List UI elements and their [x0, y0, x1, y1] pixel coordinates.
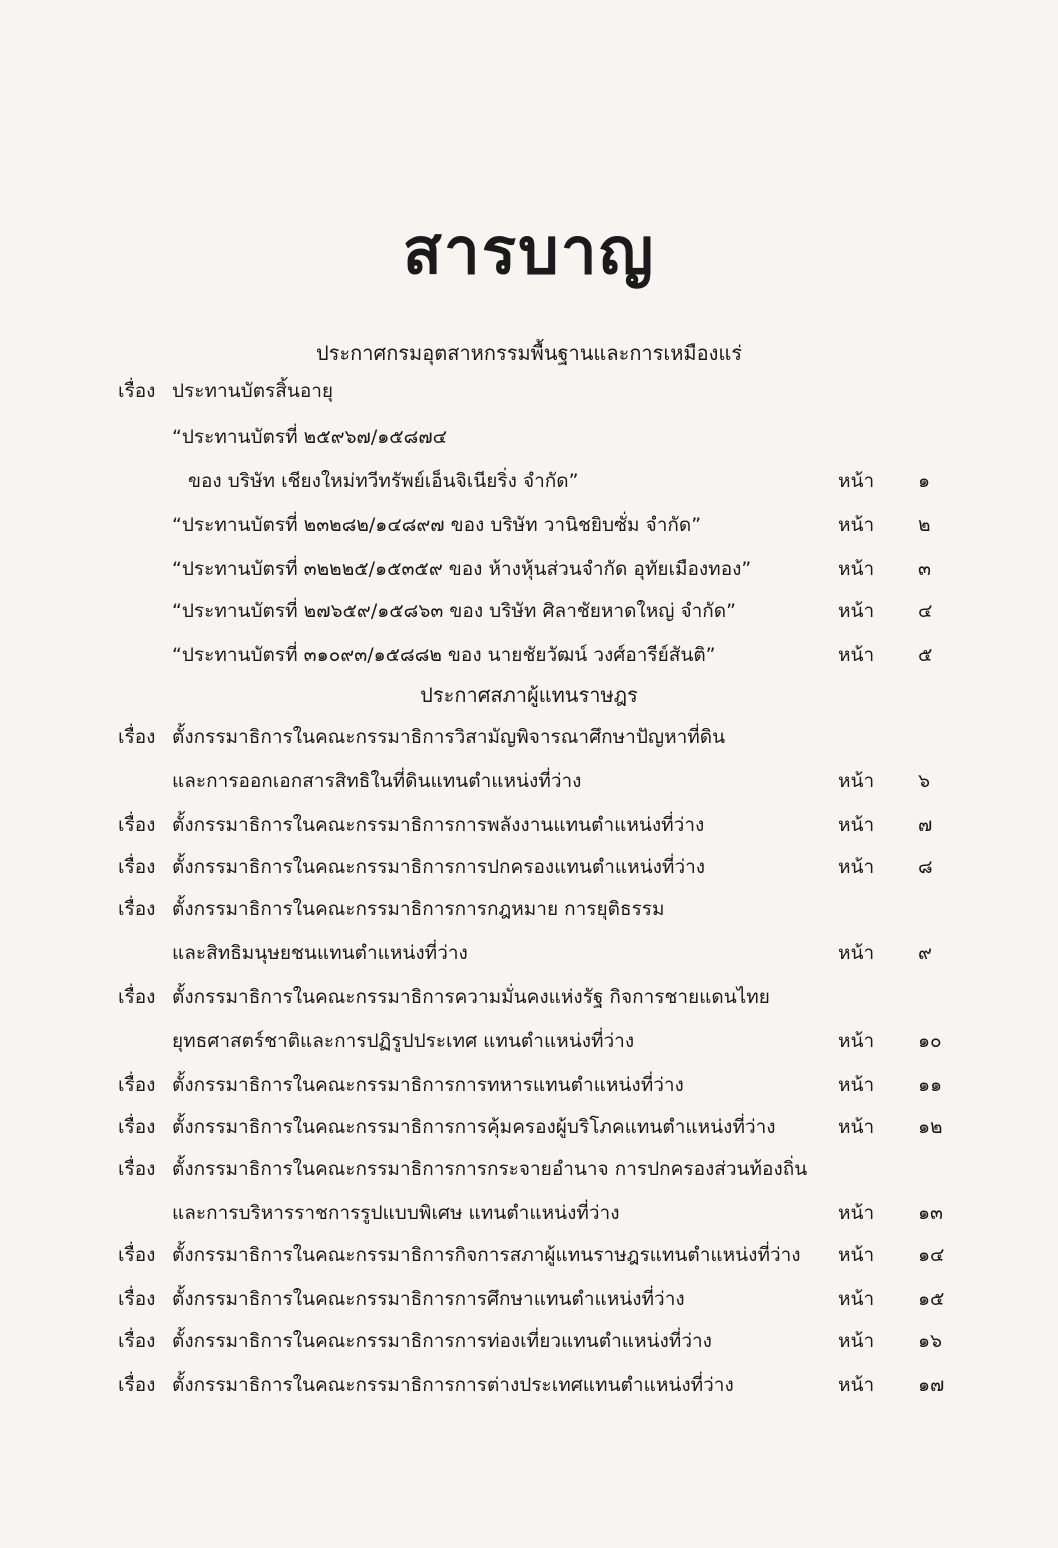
- page-number[interactable]: ๖: [918, 770, 931, 792]
- toc-item-continuation: [0, 764, 1058, 798]
- item-text: “ประทานบัตรที่ ๓๑๐๙๓/๑๕๘๘๒ ของ นายชัยวัฒน์ วงศ์อารีย์สันติ”: [172, 644, 716, 666]
- toc-item-continuation: [0, 936, 1058, 970]
- page-number[interactable]: ๘: [918, 856, 933, 878]
- entry-label: เรื่อง: [118, 1158, 156, 1180]
- page-number[interactable]: ๗: [918, 814, 933, 836]
- page-label: หน้า: [838, 1330, 875, 1352]
- page-label: หน้า: [838, 770, 875, 792]
- page-label: หน้า: [838, 856, 875, 878]
- page-label: หน้า: [838, 942, 875, 964]
- page-number[interactable]: ๑๗: [918, 1374, 945, 1396]
- toc-item: [0, 638, 1058, 672]
- item-text: ตั้งกรรมาธิการในคณะกรรมาธิการการศึกษาแทนตำแหน่งที่ว่าง: [172, 1288, 685, 1310]
- entry-label: เรื่อง: [118, 1116, 156, 1138]
- entry-label: เรื่อง: [118, 1288, 156, 1310]
- page-label: หน้า: [838, 1374, 875, 1396]
- toc-item: [0, 1152, 1058, 1186]
- entry-label: เรื่อง: [118, 1074, 156, 1096]
- toc-item-continuation: [0, 464, 1058, 498]
- entry-label: เรื่อง: [118, 814, 156, 836]
- page-number[interactable]: ๔: [918, 600, 933, 622]
- page-number[interactable]: ๑๐: [918, 1030, 942, 1052]
- toc-item-continuation: [0, 1024, 1058, 1058]
- page-number[interactable]: ๑๖: [918, 1330, 943, 1352]
- item-text: และการออกเอกสารสิทธิในที่ดินแทนตำแหน่งที่ว่าง: [172, 770, 582, 792]
- toc-item: [0, 1368, 1058, 1402]
- subject-text: ประทานบัตรสิ้นอายุ: [172, 380, 334, 402]
- page-label: หน้า: [838, 558, 875, 580]
- page-title: สารบาญ: [402, 215, 656, 289]
- item-text: “ประทานบัตรที่ ๒๗๖๕๙/๑๕๘๖๓ ของ บริษัท ศิลาชัยหาดใหญ่ จำกัด”: [172, 600, 736, 622]
- item-text: ยุทธศาสตร์ชาติและการปฏิรูปประเทศ แทนตำแหน่งที่ว่าง: [172, 1030, 635, 1052]
- page-label: หน้า: [838, 470, 875, 492]
- toc-item: [0, 1110, 1058, 1144]
- page-label: หน้า: [838, 514, 875, 536]
- page-label: หน้า: [838, 1244, 875, 1266]
- item-text: ตั้งกรรมาธิการในคณะกรรมาธิการการปกครองแทนตำแหน่งที่ว่าง: [172, 856, 706, 878]
- toc-item: [0, 1282, 1058, 1316]
- item-text: “ประทานบัตรที่ ๒๕๙๖๗/๑๕๘๗๔: [172, 426, 447, 448]
- item-text: “ประทานบัตรที่ ๒๓๒๘๒/๑๔๘๙๗ ของ บริษัท วานิชยิบซั่ม จำกัด”: [172, 514, 702, 536]
- entry-label: เรื่อง: [118, 1330, 156, 1352]
- toc-item: [0, 1238, 1058, 1272]
- page-label: หน้า: [838, 644, 875, 666]
- toc-item: [0, 1068, 1058, 1102]
- page-label: หน้า: [838, 814, 875, 836]
- item-text: ตั้งกรรมาธิการในคณะกรรมาธิการการทหารแทนตำแหน่งที่ว่าง: [172, 1074, 684, 1096]
- section-heading: ประกาศสภาผู้แทนราษฎร: [420, 683, 638, 707]
- item-text: ตั้งกรรมาธิการในคณะกรรมาธิการการกฎหมาย การยุติธรรม: [172, 898, 665, 920]
- item-text: “ประทานบัตรที่ ๓๒๒๒๕/๑๕๓๕๙ ของ ห้างหุ้นส่วนจำกัด อุทัยเมืองทอง”: [172, 558, 752, 580]
- page-number[interactable]: ๒: [918, 514, 931, 536]
- page-label: หน้า: [838, 1202, 875, 1224]
- item-text: ตั้งกรรมาธิการในคณะกรรมาธิการกิจการสภาผู้แทนราษฎรแทนตำแหน่งที่ว่าง: [172, 1244, 801, 1266]
- item-text: และการบริหารราชการรูปแบบพิเศษ แทนตำแหน่งที่ว่าง: [172, 1202, 620, 1224]
- page-label: หน้า: [838, 1074, 875, 1096]
- page-number[interactable]: ๓: [918, 558, 931, 580]
- item-text: ตั้งกรรมาธิการในคณะกรรมาธิการการคุ้มครองผู้บริโภคแทนตำแหน่งที่ว่าง: [172, 1116, 776, 1138]
- toc-item: [0, 594, 1058, 628]
- page-number[interactable]: ๑๓: [918, 1202, 944, 1224]
- toc-item: [0, 420, 1058, 454]
- entry-label: เรื่อง: [118, 380, 156, 402]
- page-number[interactable]: ๑๒: [918, 1116, 943, 1138]
- item-text: ตั้งกรรมาธิการในคณะกรรมาธิการวิสามัญพิจารณาศึกษาปัญหาที่ดิน: [172, 726, 726, 748]
- entry-label: เรื่อง: [118, 1374, 156, 1396]
- entry-label: เรื่อง: [118, 986, 156, 1008]
- toc-item: [0, 850, 1058, 884]
- item-text: ตั้งกรรมาธิการในคณะกรรมาธิการการท่องเที่ยวแทนตำแหน่งที่ว่าง: [172, 1330, 712, 1352]
- page-label: หน้า: [838, 1030, 875, 1052]
- toc-item: [0, 892, 1058, 926]
- entry-label: เรื่อง: [118, 856, 156, 878]
- toc-item-continuation: [0, 1196, 1058, 1230]
- toc-item: [0, 980, 1058, 1014]
- item-text: ตั้งกรรมาธิการในคณะกรรมาธิการความมั่นคงแห่งรัฐ กิจการชายแดนไทย: [172, 986, 770, 1008]
- toc-item: [0, 720, 1058, 754]
- page-number[interactable]: ๙: [918, 942, 932, 964]
- subject-row: [0, 374, 1058, 408]
- page-number[interactable]: ๑: [918, 470, 931, 492]
- page-number[interactable]: ๑๔: [918, 1244, 945, 1266]
- entry-label: เรื่อง: [118, 1244, 156, 1266]
- toc-item: [0, 808, 1058, 842]
- entry-label: เรื่อง: [118, 898, 156, 920]
- page-label: หน้า: [838, 1288, 875, 1310]
- toc-item: [0, 508, 1058, 542]
- section-heading: ประกาศกรมอุตสาหกรรมพื้นฐานและการเหมืองแร่: [315, 341, 743, 365]
- page-number[interactable]: ๕: [918, 644, 933, 666]
- toc-item: [0, 552, 1058, 586]
- page-label: หน้า: [838, 1116, 875, 1138]
- item-text: และสิทธิมนุษยชนแทนตำแหน่งที่ว่าง: [172, 942, 468, 964]
- toc-item: [0, 1324, 1058, 1358]
- item-text: ตั้งกรรมาธิการในคณะกรรมาธิการการต่างประเทศแทนตำแหน่งที่ว่าง: [172, 1374, 734, 1396]
- item-text: ตั้งกรรมาธิการในคณะกรรมาธิการการกระจายอำนาจ การปกครองส่วนท้องถิ่น: [172, 1158, 808, 1180]
- item-text: ของ บริษัท เชียงใหม่ทวีทรัพย์เอ็นจิเนียริ่ง จำกัด”: [188, 470, 579, 492]
- item-text: ตั้งกรรมาธิการในคณะกรรมาธิการการพลังงานแทนตำแหน่งที่ว่าง: [172, 814, 705, 836]
- page-number[interactable]: ๑๑: [918, 1074, 943, 1096]
- page-label: หน้า: [838, 600, 875, 622]
- page-number[interactable]: ๑๕: [918, 1288, 945, 1310]
- entry-label: เรื่อง: [118, 726, 156, 748]
